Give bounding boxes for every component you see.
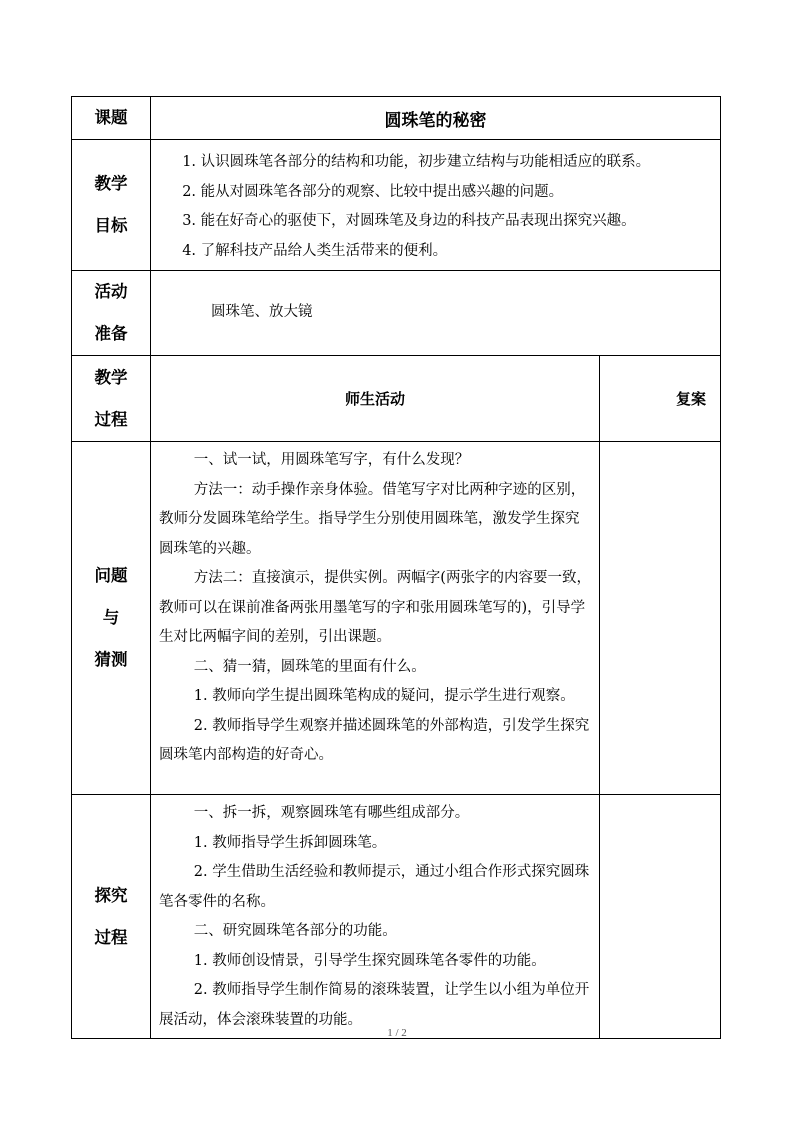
- guess-paragraph: 2. 教师指导学生观察并描述圆珠笔的外部构造，引发学生探究圆珠笔内部构造的好奇心。: [159, 717, 590, 763]
- guess-row: [72, 442, 721, 795]
- explore-paragraph: 一、拆一拆，观察圆珠笔有哪些组成部分。: [193, 805, 470, 821]
- explore-paragraph: 2. 教师指导学生制作简易的滚珠装置，让学生以小组为单位开展活动，体会滚珠装置的功能。: [159, 982, 590, 1028]
- explore-label-line: 探究: [94, 885, 128, 905]
- lesson-plan-table: [71, 96, 721, 1039]
- process-header-row: [72, 356, 721, 442]
- guess-label: [72, 442, 151, 795]
- explore-paragraph: 2. 学生借助生活经验和教师提示，通过小组合作形式探究圆珠笔各零件的名称。: [159, 864, 590, 910]
- guess-label-line: 猜测: [94, 650, 128, 669]
- guess-paragraph: 一、试一试，用圆珠笔写字，有什么发现？: [193, 452, 470, 468]
- goal-item: 1. 认识圆珠笔各部分的结构和功能，初步建立结构与功能相适应的联系。: [182, 154, 651, 170]
- prep-label: [72, 271, 151, 356]
- guess-content: [151, 442, 600, 795]
- goal-item: 2. 能从对圆珠笔各部分的观察、比较中提出感兴趣的问题。: [182, 183, 564, 200]
- topic-label: 课题: [72, 97, 151, 140]
- prep-content: [151, 271, 721, 356]
- guess-review-cell: [600, 442, 721, 795]
- process-label-line: 教学: [94, 367, 128, 387]
- explore-paragraph: 1. 教师创设情景，引导学生探究圆珠笔各零件的功能。: [193, 952, 546, 969]
- explore-row: [72, 795, 721, 1039]
- goals-label: [72, 140, 151, 271]
- goals-content: [151, 140, 721, 271]
- prep-label-line: 准备: [94, 324, 128, 343]
- guess-paragraph: 方法二：直接演示，提供实例。两幅字(两张字的内容要一致，教师可以在课前准备两张用墨笔写的字和张用圆珠笔写的)，引导学生对比两幅字间的差别，引出课题。: [159, 570, 591, 645]
- explore-label: [72, 795, 151, 1039]
- goal-item: 4. 了解科技产品给人类生活带来的便利。: [182, 242, 448, 259]
- title-row: [72, 97, 721, 140]
- review-header: 复案: [600, 356, 721, 442]
- goals-label-line: 目标: [94, 216, 128, 235]
- guess-paragraph: 1. 教师向学生提出圆珠笔构成的疑问，提示学生进行观察。: [193, 688, 575, 704]
- page-number: 1 / 2: [387, 1027, 407, 1039]
- process-label-line: 过程: [94, 409, 128, 429]
- prep-label-line: 活动: [94, 282, 128, 301]
- process-label: [72, 356, 151, 442]
- explore-label-line: 过程: [94, 927, 128, 947]
- prep-row: [72, 271, 721, 356]
- lesson-title: 圆珠笔的秘密: [151, 97, 721, 140]
- guess-paragraph: 方法一：动手操作亲身体验。借笔写字对比两种字迹的区别，教师分发圆珠笔给学生。指导学生分别使用圆珠笔，激发学生探究圆珠笔的兴趣。: [159, 481, 586, 557]
- goals-row: [72, 140, 721, 271]
- explore-paragraph: 1. 教师指导学生拆卸圆珠笔。: [193, 834, 387, 851]
- goals-label-line: 教学: [94, 174, 128, 193]
- guess-paragraph: 二、猜一猜，圆珠笔的里面有什么。: [193, 658, 426, 675]
- prep-text: 圆珠笔、放大镜: [211, 304, 313, 321]
- explore-paragraph: 二、研究圆珠笔各部分的功能。: [193, 923, 397, 939]
- guess-label-line: 与: [102, 608, 120, 627]
- guess-label-line: 问题: [94, 566, 128, 585]
- explore-review-cell: [600, 795, 721, 1039]
- goal-item: 3. 能在好奇心的驱使下，对圆珠笔及身边的科技产品表现出探究兴趣。: [182, 213, 636, 229]
- explore-content: [151, 795, 600, 1039]
- activities-header: 师生活动: [151, 356, 600, 442]
